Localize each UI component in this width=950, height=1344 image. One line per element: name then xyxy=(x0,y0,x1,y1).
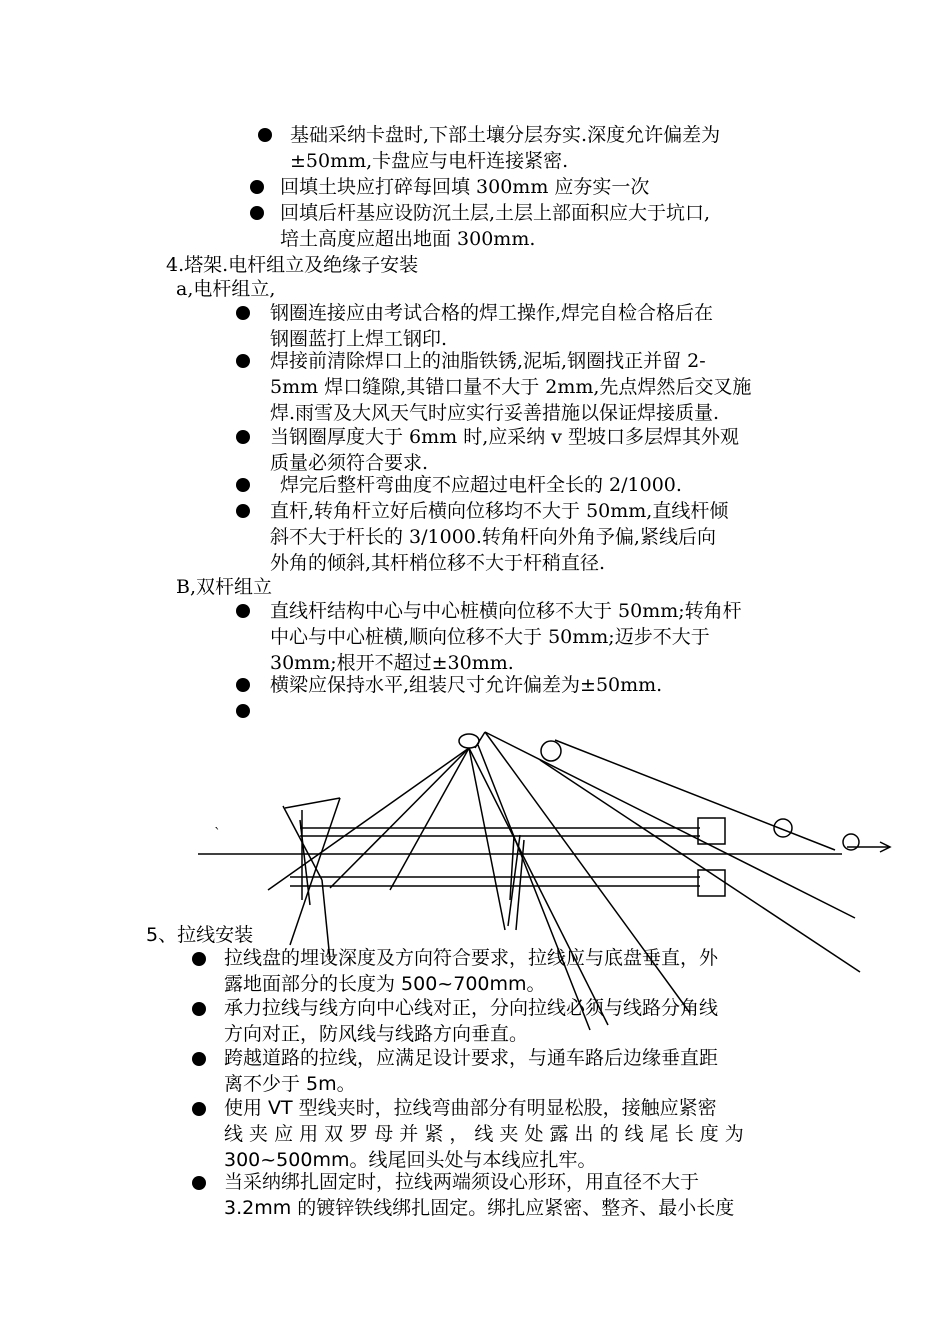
text-line: 钢圈连接应由考试合格的焊工操作,焊完自检合格后在 xyxy=(270,302,714,324)
text-line: 斜不大于杆长的 3/1000.转角杆向外角予偏,紧线后向 xyxy=(270,526,716,548)
section-heading: 5、拉线安装 xyxy=(146,924,254,946)
text-line: 焊.雨雪及大风天气时应实行妥善措施以保证焊接质量. xyxy=(270,402,720,424)
bullet xyxy=(192,1176,206,1190)
bullet xyxy=(192,1002,206,1016)
text-line: 拉线盘的埋设深度及方向符合要求，拉线应与底盘垂直，外 xyxy=(224,947,719,969)
section-heading: 4.塔架.电杆组立及绝缘子安装 xyxy=(166,254,419,276)
text-line: 离不少于 5m。 xyxy=(224,1073,356,1095)
text-line: 3.2mm 的镀锌铁线绑扎固定。绑扎应紧密、整齐、最小长度 xyxy=(224,1197,735,1219)
bullet xyxy=(192,1102,206,1116)
text-line: 焊完后整杆弯曲度不应超过电杆全长的 2/1000. xyxy=(280,474,682,496)
text-line: 线 夹 应 用 双 罗 母 并 紧 ， 线 夹 处 露 出 的 线 尾 长 度 为 xyxy=(224,1123,744,1145)
text-line: 回填后杆基应设防沉土层,土层上部面积应大于坑口, xyxy=(280,202,711,224)
text-line: 跨越道路的拉线，应满足设计要求，与通车路后边缘垂直距 xyxy=(224,1047,719,1069)
circle-top-right xyxy=(541,741,561,761)
bullet xyxy=(192,1052,206,1066)
text-line: 钢圈蓝打上焊工钢印. xyxy=(270,328,448,350)
text-line: 承力拉线与线方向中心线对正，分向拉线必须与线路分角线 xyxy=(224,997,719,1019)
subsection-heading: a,电杆组立, xyxy=(176,278,276,300)
text-line: 外角的倾斜,其杆梢位移不大于杆稍直径. xyxy=(270,552,606,574)
text-line: 焊接前清除焊口上的油脂铁锈,泥垢,钢圈找正并留 2- xyxy=(270,350,706,372)
circle-mid-right xyxy=(774,819,792,837)
text-line: 基础采纳卡盘时,下部土壤分层夯实.深度允许偏差为 xyxy=(290,124,721,146)
text-line: 5mm 焊口缝隙,其错口量不大于 2mm,先点焊然后交叉施 xyxy=(270,376,752,398)
text-line: 当采纳绑扎固定时，拉线两端须设心形环，用直径不大于 xyxy=(224,1171,700,1193)
text-line: 露地面部分的长度为 500~700mm。 xyxy=(224,973,546,995)
bullet xyxy=(192,952,206,966)
text-line: 直线杆结构中心与中心桩横向位移不大于 50mm;转角杆 xyxy=(270,600,742,622)
text-line: 30mm;根开不超过±30mm. xyxy=(270,652,514,674)
text-line: 回填土块应打碎每回填 300mm 应夯实一次 xyxy=(280,176,650,198)
text-line: 当钢圈厚度大于 6mm 时,应采纳 v 型坡口多层焊其外观 xyxy=(270,426,740,448)
text-line: 横梁应保持水平,组装尺寸允许偏差为±50mm. xyxy=(270,674,663,696)
box-upper xyxy=(698,818,725,844)
text-line: 300~500mm。线尾回头处与本线应扎牢。 xyxy=(224,1149,597,1171)
text-line: 方向对正，防风线与线路方向垂直。 xyxy=(224,1023,529,1045)
diagram-tick-mark: ` xyxy=(214,826,221,842)
text-line: 使用 VT 型线夹时，拉线弯曲部分有明显松股，接触应紧密 xyxy=(224,1097,717,1119)
text-line: 中心与中心桩横,顺向位移不大于 50mm;迈步不大于 xyxy=(270,626,710,648)
subsection-heading: B,双杆组立 xyxy=(176,576,273,598)
text-line: 质量必须符合要求. xyxy=(270,452,429,474)
text-line: 直杆,转角杆立好后横向位移均不大于 50mm,直线杆倾 xyxy=(270,500,729,522)
text-line: ±50mm,卡盘应与电杆连接紧密. xyxy=(290,150,569,172)
text-line: 培土高度应超出地面 300mm. xyxy=(280,228,536,250)
